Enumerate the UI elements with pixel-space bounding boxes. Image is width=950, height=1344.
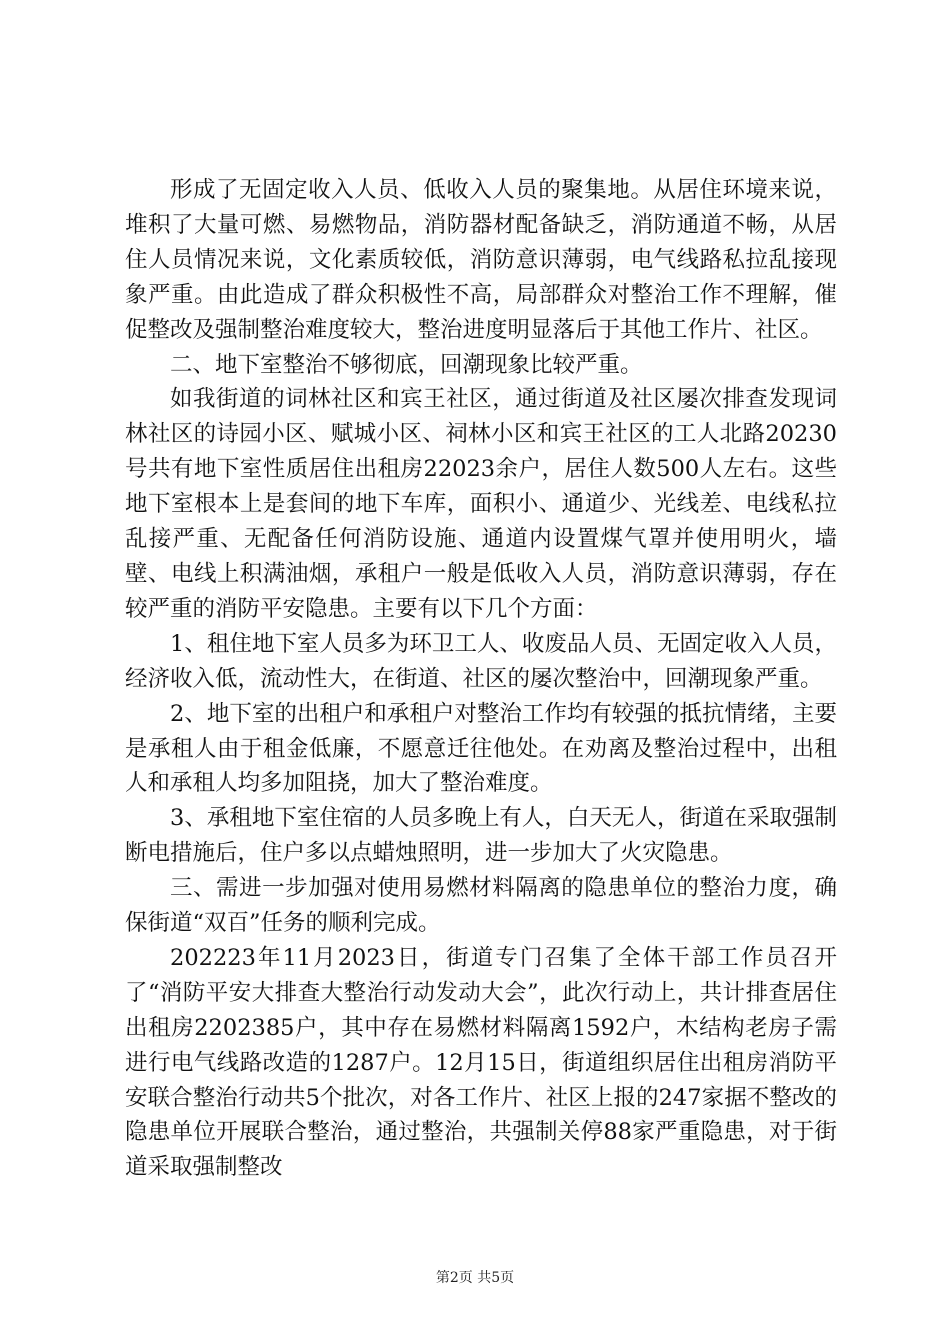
document-body xyxy=(125,173,837,1185)
paragraph-4-item-1: 1、租住地下室人员多为环卫工人、收废品人员、无固定收入人员，经济收入低，流动性大，在街道、社区的屡次整治中，回潮现象严重。 xyxy=(125,630,837,692)
paragraph-7-heading: 三、需进一步加强对使用易燃材料隔离的隐患单位的整治力度，确保街道“双百”任务的顺利完成。 xyxy=(125,875,837,937)
paragraph-2-heading: 二、地下室整治不够彻底，回潮现象比较严重。 xyxy=(170,351,643,378)
paragraph-3: 如我街道的词林社区和宾王社区，通过街道及社区屡次排查发现词林社区的诗园小区、赋城小区、祠林小区和宾王社区的工人北路20230号共有地下室性质居住出租房22023余户，居住人数500人左右。这些地下室根本上是套间的地下车库，面积小、通道少、光线差、电线私拉乱接严重、无配备任何消防设施、通道内设置煤气罩并使用明火，墙壁、电线上积满油烟，承租户一般是低收入人员，消防意识薄弱，存在较严重的消防平安隐患。主要有以下几个方面： xyxy=(125,386,837,622)
page-footer xyxy=(0,1268,950,1288)
paragraph-5-item-2: 2、地下室的出租户和承租户对整治工作均有较强的抵抗情绪，主要是承租人由于租金低廉，不愿意迁往他处。在劝离及整治过程中，出租人和承租人均多加阻挠，加大了整治难度。 xyxy=(125,700,837,797)
page-number-label: 第2页 共5页 xyxy=(435,1270,515,1286)
paragraph-6-item-3: 3、承租地下室住宿的人员多晚上有人，白天无人，街道在采取强制断电措施后，住户多以点蜡烛照明，进一步加大了火灾隐患。 xyxy=(125,805,837,867)
paragraph-1: 形成了无固定收入人员、低收入人员的聚集地。从居住环境来说，堆积了大量可燃、易燃物品，消防器材配备缺乏，消防通道不畅，从居住人员情况来说，文化素质较低，消防意识薄弱，电气线路私拉乱接现象严重。由此造成了群众积极性不高，局部群众对整治工作不理解，催促整改及强制整治难度较大，整治进度明显落后于其他工作片、社区。 xyxy=(125,177,837,343)
paragraph-8: 202223年11月2023日，街道专门召集了全体干部工作员召开了“消防平安大排查大整治行动发动大会”，此次行动上，共计排查居住出租房2202385户，其中存在易燃材料隔离1592户，木结构老房子需进行电气线路改造的1287户。12月15日，街道组织居住出租房消防平安联合整治行动共5个批次，对各工作片、社区上报的247家据不整改的隐患单位开展联合整治，通过整治，共强制关停88家严重隐患，对于街道采取强制整改 xyxy=(125,944,837,1181)
